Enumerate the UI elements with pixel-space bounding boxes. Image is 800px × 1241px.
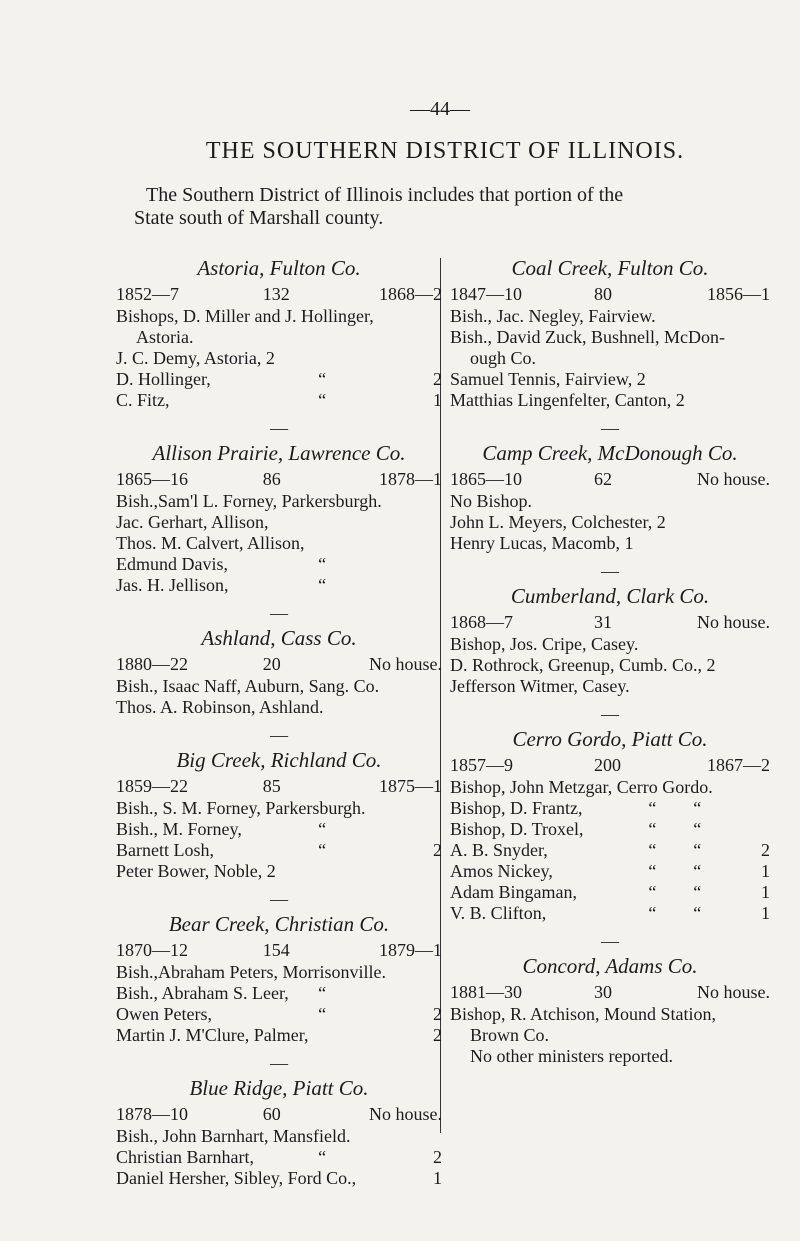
minister-count: 1 [761, 861, 770, 881]
congregation-stats [450, 980, 770, 1004]
section-separator: — [270, 418, 288, 438]
minister-text: Thos. M. Calvert, Allison, [116, 533, 305, 553]
stat-value: 1881—30 [450, 982, 522, 1002]
minister-line [116, 1147, 442, 1168]
congregation-name: Coal Creek, Fulton Co. [511, 256, 709, 280]
stat-value: 1868—7 [450, 612, 513, 632]
congregation-entry [116, 254, 442, 411]
minister-line [450, 861, 770, 882]
minister-text: A. B. Snyder, [450, 840, 548, 860]
minister-line [450, 819, 770, 840]
ditto-mark: “ [648, 861, 657, 881]
congregation-stats [450, 610, 770, 634]
congregation-name: Concord, Adams Co. [522, 954, 698, 978]
minister-count: 2 [433, 1025, 442, 1045]
section-separator: — [270, 603, 288, 623]
intro-line: The Southern District of Illinois includes that portion of the [146, 184, 624, 206]
section-separator: — [601, 561, 619, 581]
ditto-mark: “ [648, 840, 657, 860]
minister-line [116, 1126, 442, 1147]
stat-value: 1878—10 [116, 1104, 188, 1124]
minister-line [450, 327, 770, 348]
stat-value: 132 [262, 284, 290, 304]
minister-line [116, 962, 442, 983]
minister-text: Daniel Hersher, Sibley, Ford Co., [116, 1168, 357, 1188]
minister-line [116, 1025, 442, 1046]
congregation-entry [450, 582, 770, 697]
minister-text: No Bishop. [450, 491, 533, 511]
minister-text: Thos. A. Robinson, Ashland. [116, 697, 324, 717]
stat-value: 80 [594, 284, 612, 304]
congregation-stats [116, 1102, 442, 1126]
stat-value: 1868—2 [379, 284, 442, 304]
ditto-mark: “ [318, 1004, 327, 1024]
stat-value: 30 [594, 982, 612, 1002]
ditto-mark: “ [693, 882, 702, 902]
minister-text: Bishop, John Metzgar, Cerro Gordo. [450, 777, 713, 797]
minister-text: Samuel Tennis, Fairview, 2 [450, 369, 646, 389]
minister-text: Peter Bower, Noble, 2 [116, 861, 276, 881]
minister-text: Adam Bingaman, [450, 882, 577, 902]
congregation-entry [116, 910, 442, 1046]
stat-value: 1847—10 [450, 284, 522, 304]
ditto-mark: “ [648, 882, 657, 902]
congregation-stats [116, 282, 442, 306]
minister-line [450, 369, 770, 390]
ditto-mark: “ [318, 390, 327, 410]
minister-line [116, 390, 442, 411]
minister-text: Bish., Isaac Naff, Auburn, Sang. Co. [116, 676, 380, 696]
intro-line: State south of Marshall county. [134, 207, 384, 229]
right-column [450, 252, 770, 1075]
minister-text: Bish., Abraham S. Leer, [116, 983, 289, 1003]
minister-line [116, 1004, 442, 1025]
ditto-mark: “ [693, 861, 702, 881]
ditto-mark: “ [693, 798, 702, 818]
minister-text: J. C. Demy, Astoria, 2 [116, 348, 275, 368]
minister-line [450, 840, 770, 861]
minister-text: No other ministers reported. [470, 1046, 673, 1066]
ditto-mark: “ [648, 819, 657, 839]
minister-text: Christian Barnhart, [116, 1147, 254, 1167]
congregation-entry [450, 439, 770, 554]
congregation-entry [116, 624, 442, 718]
stat-value: 1857—9 [450, 755, 513, 775]
ditto-mark: “ [648, 798, 657, 818]
page-number: —44— [410, 98, 470, 120]
ditto-mark: “ [648, 903, 657, 923]
congregation-stats [116, 652, 442, 676]
minister-count: 1 [761, 903, 770, 923]
ditto-mark: “ [318, 369, 327, 389]
minister-text: Jac. Gerhart, Allison, [116, 512, 269, 532]
minister-line [116, 819, 442, 840]
congregation-name: Cumberland, Clark Co. [510, 584, 710, 608]
stat-value: 62 [594, 469, 612, 489]
minister-line [116, 491, 442, 512]
minister-count: 1 [761, 882, 770, 902]
minister-line [116, 861, 442, 882]
congregation-entry [116, 1074, 442, 1189]
minister-line [116, 983, 442, 1004]
stat-value: 1865—10 [450, 469, 522, 489]
section-separator: — [601, 931, 619, 951]
minister-text: Brown Co. [470, 1025, 550, 1045]
minister-line [450, 512, 770, 533]
minister-line [450, 1046, 770, 1067]
stat-value: 85 [262, 776, 281, 796]
stat-value: No house. [369, 1104, 442, 1124]
minister-text: C. Fitz, [116, 390, 170, 410]
minister-line [450, 903, 770, 924]
minister-text: Martin J. M'Clure, Palmer, [116, 1025, 309, 1045]
left-column [116, 252, 442, 1197]
minister-line [450, 390, 770, 411]
congregation-name: Astoria, Fulton Co. [197, 256, 361, 280]
minister-line [116, 697, 442, 718]
minister-count: 2 [433, 1147, 442, 1167]
section-separator: — [270, 725, 288, 745]
section-separator: — [270, 889, 288, 909]
minister-text: Bish., S. M. Forney, Parkersburgh. [116, 798, 366, 818]
stat-value: 1856—1 [707, 284, 770, 304]
minister-line [450, 1025, 770, 1046]
minister-line [450, 798, 770, 819]
congregation-name: Camp Creek, McDonough Co. [482, 441, 738, 465]
minister-text: ough Co. [470, 348, 537, 368]
minister-count: 2 [433, 840, 442, 860]
stat-value: No house. [697, 469, 770, 489]
stat-value: 31 [594, 612, 612, 632]
minister-line [450, 306, 770, 327]
minister-line [450, 491, 770, 512]
section-separator: — [601, 704, 619, 724]
stat-value: 86 [262, 469, 281, 489]
minister-line [116, 348, 442, 369]
minister-text: Matthias Lingenfelter, Canton, 2 [450, 390, 685, 410]
minister-line [116, 798, 442, 819]
ditto-mark: “ [318, 983, 327, 1003]
ditto-mark: “ [318, 1147, 327, 1167]
minister-count: 2 [433, 1004, 442, 1024]
stat-value: 154 [262, 940, 290, 960]
congregation-name: Cerro Gordo, Piatt Co. [512, 727, 708, 751]
stat-value: 20 [262, 654, 281, 674]
stat-value: 1875—1 [379, 776, 442, 796]
minister-line [116, 369, 442, 390]
minister-text: Bishops, D. Miller and J. Hollinger, [116, 306, 374, 326]
congregation-name: Big Creek, Richland Co. [176, 748, 382, 772]
minister-count: 2 [433, 369, 442, 389]
minister-line [450, 655, 770, 676]
congregation-name: Ashland, Cass Co. [201, 626, 357, 650]
minister-line [450, 777, 770, 798]
stat-value: No house. [369, 654, 442, 674]
minister-line [116, 840, 442, 861]
congregation-entry [116, 439, 442, 596]
congregation-entry [116, 746, 442, 882]
congregation-stats [116, 774, 442, 798]
minister-text: Henry Lucas, Macomb, 1 [450, 533, 634, 553]
congregation-entry [450, 952, 770, 1067]
ditto-mark: “ [318, 840, 327, 860]
congregation-name: Bear Creek, Christian Co. [168, 912, 390, 936]
minister-line [450, 634, 770, 655]
congregation-entry [450, 725, 770, 924]
congregation-name: Blue Ridge, Piatt Co. [189, 1076, 369, 1100]
stat-value: 60 [262, 1104, 281, 1124]
stat-value: 1879—1 [379, 940, 442, 960]
stat-value: 1859—22 [116, 776, 188, 796]
minister-line [116, 327, 442, 348]
minister-text: Bish.,Sam'l L. Forney, Parkersburgh. [116, 491, 382, 511]
minister-text: V. B. Clifton, [450, 903, 547, 923]
minister-text: Barnett Losh, [116, 840, 214, 860]
stat-value: No house. [697, 612, 770, 632]
minister-text: Edmund Davis, [116, 554, 228, 574]
minister-line [116, 306, 442, 327]
minister-count: 1 [433, 390, 442, 410]
section-separator: — [270, 1053, 288, 1073]
minister-text: D. Hollinger, [116, 369, 211, 389]
minister-text: Bishop, Jos. Cripe, Casey. [450, 634, 639, 654]
stat-value: No house. [697, 982, 770, 1002]
congregation-stats [116, 938, 442, 962]
congregation-entry [450, 254, 770, 411]
minister-line [116, 533, 442, 554]
section-separator: — [601, 418, 619, 438]
minister-text: Bishop, R. Atchison, Mound Station, [450, 1004, 717, 1024]
congregation-stats [450, 753, 770, 777]
intro-paragraph [134, 184, 754, 230]
congregation-stats [450, 467, 770, 491]
minister-text: Astoria. [136, 327, 194, 347]
stat-value: 200 [594, 755, 621, 775]
congregation-stats [116, 467, 442, 491]
minister-line [116, 512, 442, 533]
minister-line [450, 533, 770, 554]
ditto-mark: “ [318, 819, 327, 839]
minister-text: Owen Peters, [116, 1004, 212, 1024]
congregation-stats [450, 282, 770, 306]
stat-value: 1878—1 [379, 469, 442, 489]
minister-line [450, 348, 770, 369]
stat-value: 1852—7 [116, 284, 179, 304]
minister-text: Bish., David Zuck, Bushnell, McDon- [450, 327, 725, 347]
ditto-mark: “ [693, 903, 702, 923]
minister-line [450, 1004, 770, 1025]
stat-value: 1870—12 [116, 940, 188, 960]
ditto-mark: “ [693, 819, 702, 839]
minister-text: D. Rothrock, Greenup, Cumb. Co., 2 [450, 655, 716, 675]
minister-text: John L. Meyers, Colchester, 2 [450, 512, 666, 532]
stat-value: 1867—2 [707, 755, 770, 775]
minister-line [450, 882, 770, 903]
minister-line [116, 1168, 442, 1189]
minister-line [116, 575, 442, 596]
minister-text: Bishop, D. Troxel, [450, 819, 584, 839]
ditto-mark: “ [693, 840, 702, 860]
minister-text: Jas. H. Jellison, [116, 575, 229, 595]
minister-text: Jefferson Witmer, Casey. [450, 676, 630, 696]
minister-text: Bish., John Barnhart, Mansfield. [116, 1126, 351, 1146]
minister-text: Amos Nickey, [450, 861, 553, 881]
minister-text: Bish.,Abraham Peters, Morrisonville. [116, 962, 386, 982]
stat-value: 1880—22 [116, 654, 188, 674]
minister-text: Bish., Jac. Negley, Fairview. [450, 306, 656, 326]
minister-line [116, 676, 442, 697]
minister-line [450, 676, 770, 697]
minister-count: 2 [761, 840, 770, 860]
stat-value: 1865—16 [116, 469, 188, 489]
minister-count: 1 [433, 1168, 442, 1188]
minister-text: Bishop, D. Frantz, [450, 798, 583, 818]
congregation-name: Allison Prairie, Lawrence Co. [152, 441, 406, 465]
minister-text: Bish., M. Forney, [116, 819, 242, 839]
minister-line [116, 554, 442, 575]
ditto-mark: “ [318, 575, 327, 595]
ditto-mark: “ [318, 554, 327, 574]
page-title: THE SOUTHERN DISTRICT OF ILLINOIS. [205, 138, 685, 164]
